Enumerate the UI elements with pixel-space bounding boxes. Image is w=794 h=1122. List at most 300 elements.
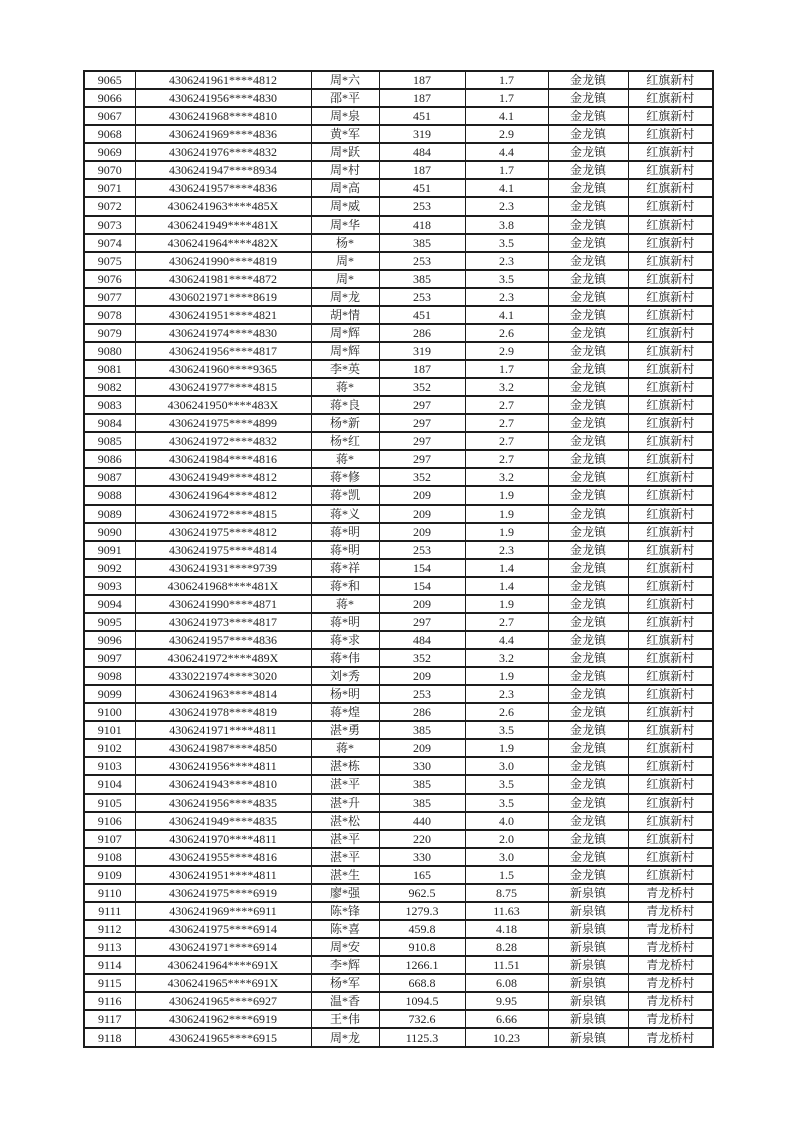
cell-row-number: 9095 [84,613,135,631]
cell-id-number: 4306241969****4836 [135,125,311,143]
cell-town: 金龙镇 [548,613,628,631]
cell-town: 金龙镇 [548,595,628,613]
cell-id-number: 4330221974****3020 [135,667,311,685]
cell-rate: 2.7 [465,450,548,468]
cell-person-name: 李*英 [311,360,379,378]
cell-id-number: 4306241956****4835 [135,794,311,812]
cell-amount: 154 [379,577,465,595]
cell-town: 金龙镇 [548,143,628,161]
cell-village: 红旗新村 [628,468,713,486]
cell-row-number: 9101 [84,721,135,739]
cell-person-name: 周*高 [311,179,379,197]
cell-id-number: 4306241990****4871 [135,595,311,613]
cell-rate: 2.3 [465,197,548,215]
cell-id-number: 4306021971****8619 [135,288,311,306]
table-row [84,1028,713,1047]
cell-person-name: 蒋*明 [311,613,379,631]
cell-village: 红旗新村 [628,685,713,703]
table-row [84,577,713,595]
cell-village: 红旗新村 [628,541,713,559]
cell-amount: 385 [379,775,465,793]
cell-rate: 3.5 [465,270,548,288]
table-row [84,450,713,468]
cell-rate: 2.9 [465,125,548,143]
cell-person-name: 周*华 [311,216,379,234]
cell-rate: 6.08 [465,974,548,992]
cell-id-number: 4306241968****4810 [135,107,311,125]
cell-rate: 2.3 [465,252,548,270]
cell-id-number: 4306241978****4819 [135,703,311,721]
cell-person-name: 刘*秀 [311,667,379,685]
cell-town: 金龙镇 [548,270,628,288]
cell-village: 红旗新村 [628,739,713,757]
cell-town: 金龙镇 [548,757,628,775]
cell-amount: 352 [379,468,465,486]
cell-village: 红旗新村 [628,306,713,324]
cell-amount: 330 [379,848,465,866]
cell-village: 红旗新村 [628,143,713,161]
cell-person-name: 杨*军 [311,974,379,992]
cell-amount: 910.8 [379,938,465,956]
cell-person-name: 周*龙 [311,1028,379,1047]
cell-person-name: 李*辉 [311,956,379,974]
cell-town: 金龙镇 [548,685,628,703]
cell-id-number: 4306241931****9739 [135,559,311,577]
cell-id-number: 4306241949****4812 [135,468,311,486]
cell-row-number: 9078 [84,306,135,324]
cell-village: 青龙桥村 [628,956,713,974]
cell-village: 红旗新村 [628,794,713,812]
cell-person-name: 蒋* [311,378,379,396]
cell-person-name: 邵*平 [311,89,379,107]
table-row [84,595,713,613]
cell-person-name: 杨*红 [311,432,379,450]
cell-person-name: 湛*平 [311,775,379,793]
cell-row-number: 9117 [84,1010,135,1028]
table-row [84,89,713,107]
cell-rate: 4.1 [465,179,548,197]
cell-person-name: 杨* [311,234,379,252]
table-row [84,378,713,396]
cell-amount: 385 [379,794,465,812]
cell-id-number: 4306241964****4812 [135,486,311,504]
cell-town: 金龙镇 [548,721,628,739]
cell-village: 青龙桥村 [628,1010,713,1028]
cell-row-number: 9118 [84,1028,135,1047]
cell-village: 红旗新村 [628,360,713,378]
cell-town: 金龙镇 [548,812,628,830]
cell-id-number: 4306241955****4816 [135,848,311,866]
cell-row-number: 9080 [84,342,135,360]
cell-rate: 3.5 [465,234,548,252]
table-row [84,161,713,179]
cell-village: 青龙桥村 [628,920,713,938]
cell-village: 红旗新村 [628,505,713,523]
cell-id-number: 4306241956****4811 [135,757,311,775]
cell-amount: 187 [379,360,465,378]
cell-village: 红旗新村 [628,197,713,215]
cell-amount: 451 [379,107,465,125]
table-row [84,938,713,956]
cell-id-number: 4306241965****691X [135,974,311,992]
cell-town: 金龙镇 [548,234,628,252]
cell-town: 金龙镇 [548,89,628,107]
cell-town: 金龙镇 [548,866,628,884]
table-row [84,270,713,288]
cell-person-name: 湛*栋 [311,757,379,775]
cell-row-number: 9103 [84,757,135,775]
table-row [84,125,713,143]
cell-person-name: 周*威 [311,197,379,215]
cell-rate: 1.9 [465,739,548,757]
cell-id-number: 4306241975****6919 [135,884,311,902]
cell-rate: 2.7 [465,432,548,450]
cell-person-name: 杨*明 [311,685,379,703]
cell-town: 金龙镇 [548,71,628,89]
cell-town: 金龙镇 [548,360,628,378]
table-row [84,1010,713,1028]
cell-id-number: 4306241972****489X [135,649,311,667]
cell-amount: 1266.1 [379,956,465,974]
cell-village: 红旗新村 [628,378,713,396]
cell-rate: 3.0 [465,848,548,866]
cell-rate: 2.7 [465,613,548,631]
cell-person-name: 周* [311,252,379,270]
cell-rate: 8.28 [465,938,548,956]
cell-row-number: 9114 [84,956,135,974]
cell-row-number: 9079 [84,324,135,342]
cell-id-number: 4306241973****4817 [135,613,311,631]
cell-id-number: 4306241964****482X [135,234,311,252]
cell-rate: 11.51 [465,956,548,974]
table-row [84,179,713,197]
cell-row-number: 9068 [84,125,135,143]
cell-amount: 297 [379,450,465,468]
cell-rate: 3.5 [465,721,548,739]
cell-id-number: 4306241957****4836 [135,179,311,197]
cell-town: 金龙镇 [548,559,628,577]
cell-town: 金龙镇 [548,197,628,215]
cell-amount: 253 [379,252,465,270]
cell-id-number: 4306241964****691X [135,956,311,974]
cell-amount: 209 [379,739,465,757]
table-row [84,505,713,523]
cell-row-number: 9092 [84,559,135,577]
cell-person-name: 湛*松 [311,812,379,830]
cell-rate: 4.18 [465,920,548,938]
cell-person-name: 湛*平 [311,848,379,866]
cell-town: 金龙镇 [548,830,628,848]
cell-amount: 962.5 [379,884,465,902]
cell-row-number: 9102 [84,739,135,757]
cell-town: 新泉镇 [548,902,628,920]
cell-person-name: 陈*喜 [311,920,379,938]
cell-row-number: 9110 [84,884,135,902]
cell-village: 青龙桥村 [628,1028,713,1047]
cell-id-number: 4306241971****6914 [135,938,311,956]
cell-row-number: 9081 [84,360,135,378]
table-row [84,812,713,830]
cell-person-name: 蒋*明 [311,523,379,541]
cell-id-number: 4306241949****4835 [135,812,311,830]
cell-amount: 209 [379,595,465,613]
cell-town: 金龙镇 [548,577,628,595]
cell-amount: 286 [379,703,465,721]
cell-amount: 330 [379,757,465,775]
cell-village: 红旗新村 [628,559,713,577]
cell-town: 金龙镇 [548,342,628,360]
table-row [84,71,713,89]
cell-town: 新泉镇 [548,938,628,956]
cell-town: 金龙镇 [548,216,628,234]
cell-id-number: 4306241970****4811 [135,830,311,848]
table-row [84,468,713,486]
cell-rate: 3.5 [465,775,548,793]
cell-person-name: 杨*新 [311,414,379,432]
cell-village: 红旗新村 [628,71,713,89]
cell-person-name: 蒋*煌 [311,703,379,721]
table-row [84,902,713,920]
cell-id-number: 4306241950****483X [135,396,311,414]
cell-town: 金龙镇 [548,324,628,342]
cell-rate: 2.0 [465,830,548,848]
cell-rate: 2.3 [465,541,548,559]
cell-amount: 1279.3 [379,902,465,920]
cell-rate: 1.7 [465,360,548,378]
cell-rate: 3.0 [465,757,548,775]
cell-village: 红旗新村 [628,721,713,739]
cell-row-number: 9070 [84,161,135,179]
table-body [84,71,713,1047]
cell-village: 红旗新村 [628,270,713,288]
cell-rate: 1.4 [465,559,548,577]
cell-person-name: 周*村 [311,161,379,179]
cell-id-number: 4306241990****4819 [135,252,311,270]
cell-id-number: 4306241977****4815 [135,378,311,396]
cell-town: 新泉镇 [548,920,628,938]
table-row [84,649,713,667]
cell-village: 红旗新村 [628,450,713,468]
table-row [84,866,713,884]
cell-town: 金龙镇 [548,450,628,468]
cell-town: 金龙镇 [548,541,628,559]
cell-rate: 8.75 [465,884,548,902]
cell-town: 金龙镇 [548,378,628,396]
cell-rate: 3.2 [465,649,548,667]
cell-person-name: 周*泉 [311,107,379,125]
cell-row-number: 9107 [84,830,135,848]
cell-person-name: 周*六 [311,71,379,89]
cell-rate: 1.7 [465,71,548,89]
cell-town: 金龙镇 [548,179,628,197]
cell-row-number: 9098 [84,667,135,685]
cell-rate: 2.3 [465,288,548,306]
cell-person-name: 周*辉 [311,324,379,342]
table-row [84,559,713,577]
cell-person-name: 黄*军 [311,125,379,143]
cell-person-name: 湛*升 [311,794,379,812]
cell-person-name: 陈*锋 [311,902,379,920]
cell-id-number: 4306241975****4899 [135,414,311,432]
cell-person-name: 蒋* [311,450,379,468]
table-row [84,432,713,450]
cell-id-number: 4306241975****4812 [135,523,311,541]
table-row [84,197,713,215]
cell-village: 红旗新村 [628,234,713,252]
cell-row-number: 9116 [84,992,135,1010]
cell-person-name: 蒋*明 [311,541,379,559]
cell-rate: 4.1 [465,107,548,125]
cell-row-number: 9069 [84,143,135,161]
cell-town: 金龙镇 [548,288,628,306]
cell-row-number: 9099 [84,685,135,703]
cell-row-number: 9071 [84,179,135,197]
table-row [84,613,713,631]
cell-row-number: 9072 [84,197,135,215]
cell-amount: 286 [379,324,465,342]
table-row [84,414,713,432]
cell-id-number: 4306241949****481X [135,216,311,234]
cell-id-number: 4306241951****4821 [135,306,311,324]
cell-id-number: 4306241960****9365 [135,360,311,378]
cell-town: 金龙镇 [548,523,628,541]
cell-town: 金龙镇 [548,252,628,270]
cell-id-number: 4306241974****4830 [135,324,311,342]
cell-rate: 1.4 [465,577,548,595]
cell-village: 红旗新村 [628,125,713,143]
cell-person-name: 温*香 [311,992,379,1010]
cell-amount: 484 [379,631,465,649]
table-row [84,830,713,848]
cell-village: 红旗新村 [628,613,713,631]
cell-row-number: 9112 [84,920,135,938]
cell-rate: 3.2 [465,378,548,396]
cell-rate: 1.9 [465,523,548,541]
cell-amount: 385 [379,234,465,252]
cell-village: 红旗新村 [628,324,713,342]
cell-id-number: 4306241957****4836 [135,631,311,649]
cell-row-number: 9085 [84,432,135,450]
cell-town: 金龙镇 [548,125,628,143]
cell-row-number: 9067 [84,107,135,125]
table-row [84,396,713,414]
cell-amount: 209 [379,505,465,523]
cell-amount: 440 [379,812,465,830]
cell-amount: 165 [379,866,465,884]
cell-amount: 297 [379,432,465,450]
cell-id-number: 4306241972****4815 [135,505,311,523]
cell-row-number: 9088 [84,486,135,504]
cell-id-number: 4306241963****4814 [135,685,311,703]
cell-village: 红旗新村 [628,866,713,884]
cell-row-number: 9104 [84,775,135,793]
cell-id-number: 4306241968****481X [135,577,311,595]
cell-amount: 732.6 [379,1010,465,1028]
cell-person-name: 胡*情 [311,306,379,324]
cell-village: 红旗新村 [628,396,713,414]
cell-person-name: 蒋*伟 [311,649,379,667]
cell-row-number: 9065 [84,71,135,89]
cell-village: 红旗新村 [628,703,713,721]
cell-id-number: 4306241976****4832 [135,143,311,161]
table-row [84,956,713,974]
cell-village: 红旗新村 [628,848,713,866]
cell-rate: 2.6 [465,703,548,721]
cell-rate: 1.9 [465,486,548,504]
cell-row-number: 9094 [84,595,135,613]
cell-amount: 297 [379,396,465,414]
cell-village: 红旗新村 [628,757,713,775]
cell-id-number: 4306241956****4830 [135,89,311,107]
cell-id-number: 4306241962****6919 [135,1010,311,1028]
cell-village: 红旗新村 [628,523,713,541]
table-row [84,234,713,252]
cell-town: 金龙镇 [548,414,628,432]
cell-rate: 1.9 [465,595,548,613]
cell-village: 红旗新村 [628,252,713,270]
cell-amount: 451 [379,306,465,324]
cell-rate: 10.23 [465,1028,548,1047]
cell-town: 金龙镇 [548,739,628,757]
cell-town: 金龙镇 [548,107,628,125]
table-row [84,920,713,938]
table-row [84,486,713,504]
cell-rate: 3.8 [465,216,548,234]
cell-row-number: 9097 [84,649,135,667]
table-row [84,794,713,812]
cell-row-number: 9084 [84,414,135,432]
cell-town: 金龙镇 [548,794,628,812]
cell-village: 青龙桥村 [628,992,713,1010]
cell-rate: 1.7 [465,89,548,107]
cell-amount: 187 [379,161,465,179]
cell-rate: 9.95 [465,992,548,1010]
cell-amount: 253 [379,197,465,215]
cell-person-name: 周*龙 [311,288,379,306]
cell-row-number: 9066 [84,89,135,107]
cell-person-name: 蒋*修 [311,468,379,486]
cell-person-name: 湛*生 [311,866,379,884]
cell-person-name: 周* [311,270,379,288]
cell-row-number: 9100 [84,703,135,721]
cell-row-number: 9087 [84,468,135,486]
cell-row-number: 9108 [84,848,135,866]
cell-village: 红旗新村 [628,631,713,649]
cell-village: 青龙桥村 [628,938,713,956]
cell-row-number: 9082 [84,378,135,396]
cell-amount: 418 [379,216,465,234]
cell-id-number: 4306241947****8934 [135,161,311,179]
cell-row-number: 9076 [84,270,135,288]
cell-town: 金龙镇 [548,161,628,179]
cell-amount: 352 [379,649,465,667]
cell-row-number: 9111 [84,902,135,920]
cell-village: 青龙桥村 [628,974,713,992]
table-row [84,342,713,360]
table-row [84,523,713,541]
cell-person-name: 蒋*义 [311,505,379,523]
cell-rate: 11.63 [465,902,548,920]
cell-rate: 2.7 [465,414,548,432]
cell-amount: 209 [379,523,465,541]
cell-person-name: 周*安 [311,938,379,956]
cell-person-name: 湛*平 [311,830,379,848]
cell-town: 金龙镇 [548,486,628,504]
cell-village: 红旗新村 [628,414,713,432]
cell-amount: 253 [379,288,465,306]
cell-person-name: 蒋* [311,595,379,613]
cell-id-number: 4306241951****4811 [135,866,311,884]
